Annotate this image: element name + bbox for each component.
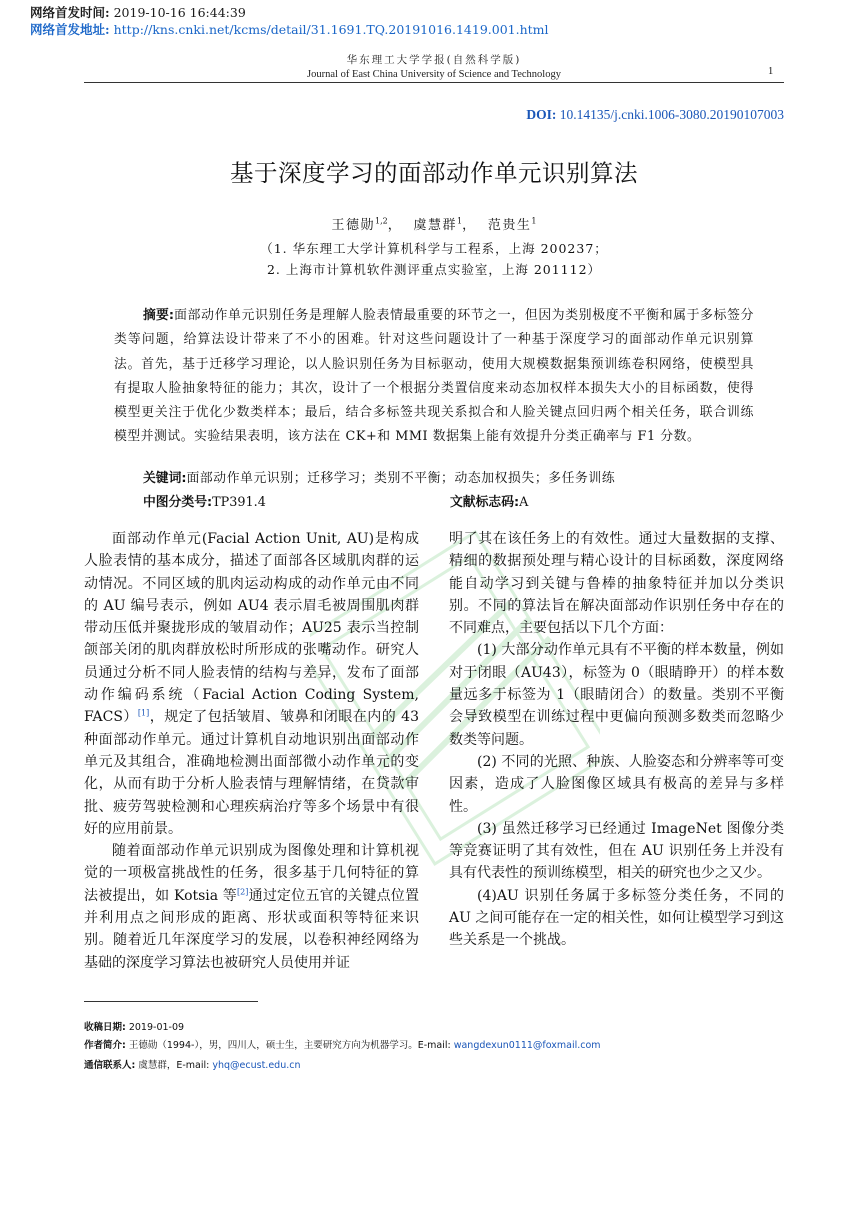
body-column-right [449,528,784,952]
author-email-link[interactable]: wangdexun0111@foxmail.com [453,1040,601,1051]
clc-label: 中图分类号: [143,495,213,510]
keywords-text: 面部动作单元识别；迁移学习；类别不平衡；动态加权损失；多任务训练 [186,471,616,486]
online-time-label: 网络首发时间: [30,5,110,20]
doc-code-label: 文献标志码: [450,495,520,510]
journal-header [0,53,868,82]
affiliation-line: 2. 上海市计算机软件测评重点实验室，上海 201112） [266,262,602,277]
doi [526,107,784,123]
received-date: 收稿日期: 2019-01-09 [84,1022,185,1033]
clc-value: TP391.4 [212,495,266,510]
journal-name-en: Journal of East China University of Science and Technology [307,69,561,80]
header-divider [84,82,784,83]
author: 范贵生$^1$ [487,216,537,233]
body-column-left [84,528,419,974]
citation-ref[interactable]: [1] [137,708,150,718]
body-paragraph: (1) 大部分动作单元具有不平衡的样本数量，例如对于闭眼（AU43），标签为 0（眼睛睁开）的样本数量远多于标签为 1（眼睛闭合）的数量。类别不平衡会导致模型在训练过程中更偏向预测多数类而忽略少数类等问题。 [449,642,784,748]
journal-name-cn: 华东理工大学学报(自然科学版) [346,54,522,66]
body-paragraph: 明了其在该任务上的有效性。通过大量数据的支撑、精细的数据预处理与精心设计的目标函数，深度网络能自动学习到关键与鲁棒的抽象特征并加以分类识别。不同的算法旨在解决面部动作识别任务中存在的不同难点，主要包括以下几个方面： [449,531,784,637]
keywords [143,467,615,486]
online-address-link[interactable]: http://kns.cnki.net/kcms/detail/31.1691.TQ.20191016.1419.001.html [113,22,549,37]
online-address-row [30,21,549,38]
paper-title: 基于深度学习的面部动作单元识别算法 [230,159,638,187]
affiliation-line: （1. 华东理工大学计算机科学与工程系，上海 200237； [260,241,608,256]
contact-email-link[interactable]: yhq@ecust.edu.cn [212,1060,301,1071]
body-paragraph: 面部动作单元(Facial Action Unit, AU)是构成人脸表情的基本成分，描述了面部各区域肌肉群的运动情况。不同区域的肌肉运动构成的动作单元由不同的 AU 编号表示，例如 AU4 表示眉毛被周围肌肉群带动压低并聚拢形成的皱眉动作；AU25 表示当控制颌部关闭的肌肉群放松时所形成的张嘴动作。研究人员通过分析不同人脸表情的结构与差异，发布了面部动作编码系统（Facial Action Coding System, FACS）[1]，规定了包括皱眉、皱鼻和闭眼在内的 43 种面部动作单元。通过计算机自动地识别出面部动作单元及其组合，准确地检测出面部微小动作单元的变化，从而有助于分析人脸表情与理解情绪，在贷款审批、疲劳驾驶检测和心理疾病治疗等多个场景中有很好的应用前景。 [84,531,420,837]
online-time-value: 2019-10-16 16:44:39 [113,5,246,20]
online-address-label: 网络首发地址: [30,22,110,37]
author: 王德勋$^{1,2}$， [331,216,403,233]
body-paragraph: (4)AU 识别任务属于多标签分类任务，不同的 AU 之间可能存在一定的相关性，如何让模型学习到这些关系是一个挑战。 [449,887,784,949]
author-list [0,214,868,233]
keywords-label: 关键词: [143,471,187,486]
doc-code-value: A [519,495,529,510]
doi-link[interactable]: 10.14135/j.cnki.1006-3080.20190107003 [559,107,784,122]
abstract-text: 面部动作单元识别任务是理解人脸表情最重要的环节之一，但因为类别极度不平衡和属于多标签分类等问题，给算法设计带来了不小的困难。针对这些问题设计了一种基于深度学习的面部动作单元识别算法。首先，基于迁移学习理论，以人脸识别任务为目标驱动，使用大规模数据集预训练卷积网络，使模型具有提取人脸抽象特征的能力；其次，设计了一个根据分类置信度来动态加权样本损失大小的目标函数，使得模型更关注于优化少数类样本；最后，结合多标签共现关系拟合和人脸关键点回归两个相关任务，联合训练模型并测试。实验结果表明，该方法在 CK+和 MMI 数据集上能有效提升分类正确率与 F1 分数。 [114,308,754,445]
body-paragraph: (3) 虽然迁移学习已经通过 ImageNet 图像分类等竞赛证明了其有效性，但在 AU 识别任务上并没有具有代表性的预训练模型，相关的研究也少之又少。 [449,820,784,882]
affiliations [0,238,868,280]
online-time-row [30,4,549,21]
online-publication-info [30,4,549,38]
doi-label: DOI: [526,107,557,122]
abstract-label: 摘要: [143,308,174,323]
author: 虞慧群$^1$， [413,216,477,233]
body-paragraph: (2) 不同的光照、种族、人脸姿态和分辨率等可变因素，造成了人脸图像区域具有极高的差异与多样性。 [449,753,784,815]
body-paragraph: 随着面部动作单元识别成为图像处理和计算机视觉的一项极富挑战性的任务，很多基于几何特征的算法被提出，如 Kotsia 等[2]通过定位五官的关键点位置并利用点之间形成的距离、形状或面积等特征来识别。随着近几年深度学习的发展，以卷积神经网络为基础的深度学习算法也被研究人员使用并证 [84,843,420,971]
footnote-divider [84,1001,258,1002]
author-bio: 作者简介: 王德勋（1994-），男，四川人，硕士生，主要研究方向为机器学习。E-mail: wangdexun0111@foxmail.com [84,1040,601,1051]
abstract [114,304,754,450]
clc-number [143,491,266,510]
page-number: 1 [768,66,774,77]
citation-ref[interactable]: [2] [237,887,249,897]
corresponding-author: 通信联系人: 虞慧群，E-mail: yhq@ecust.edu.cn [84,1060,301,1071]
